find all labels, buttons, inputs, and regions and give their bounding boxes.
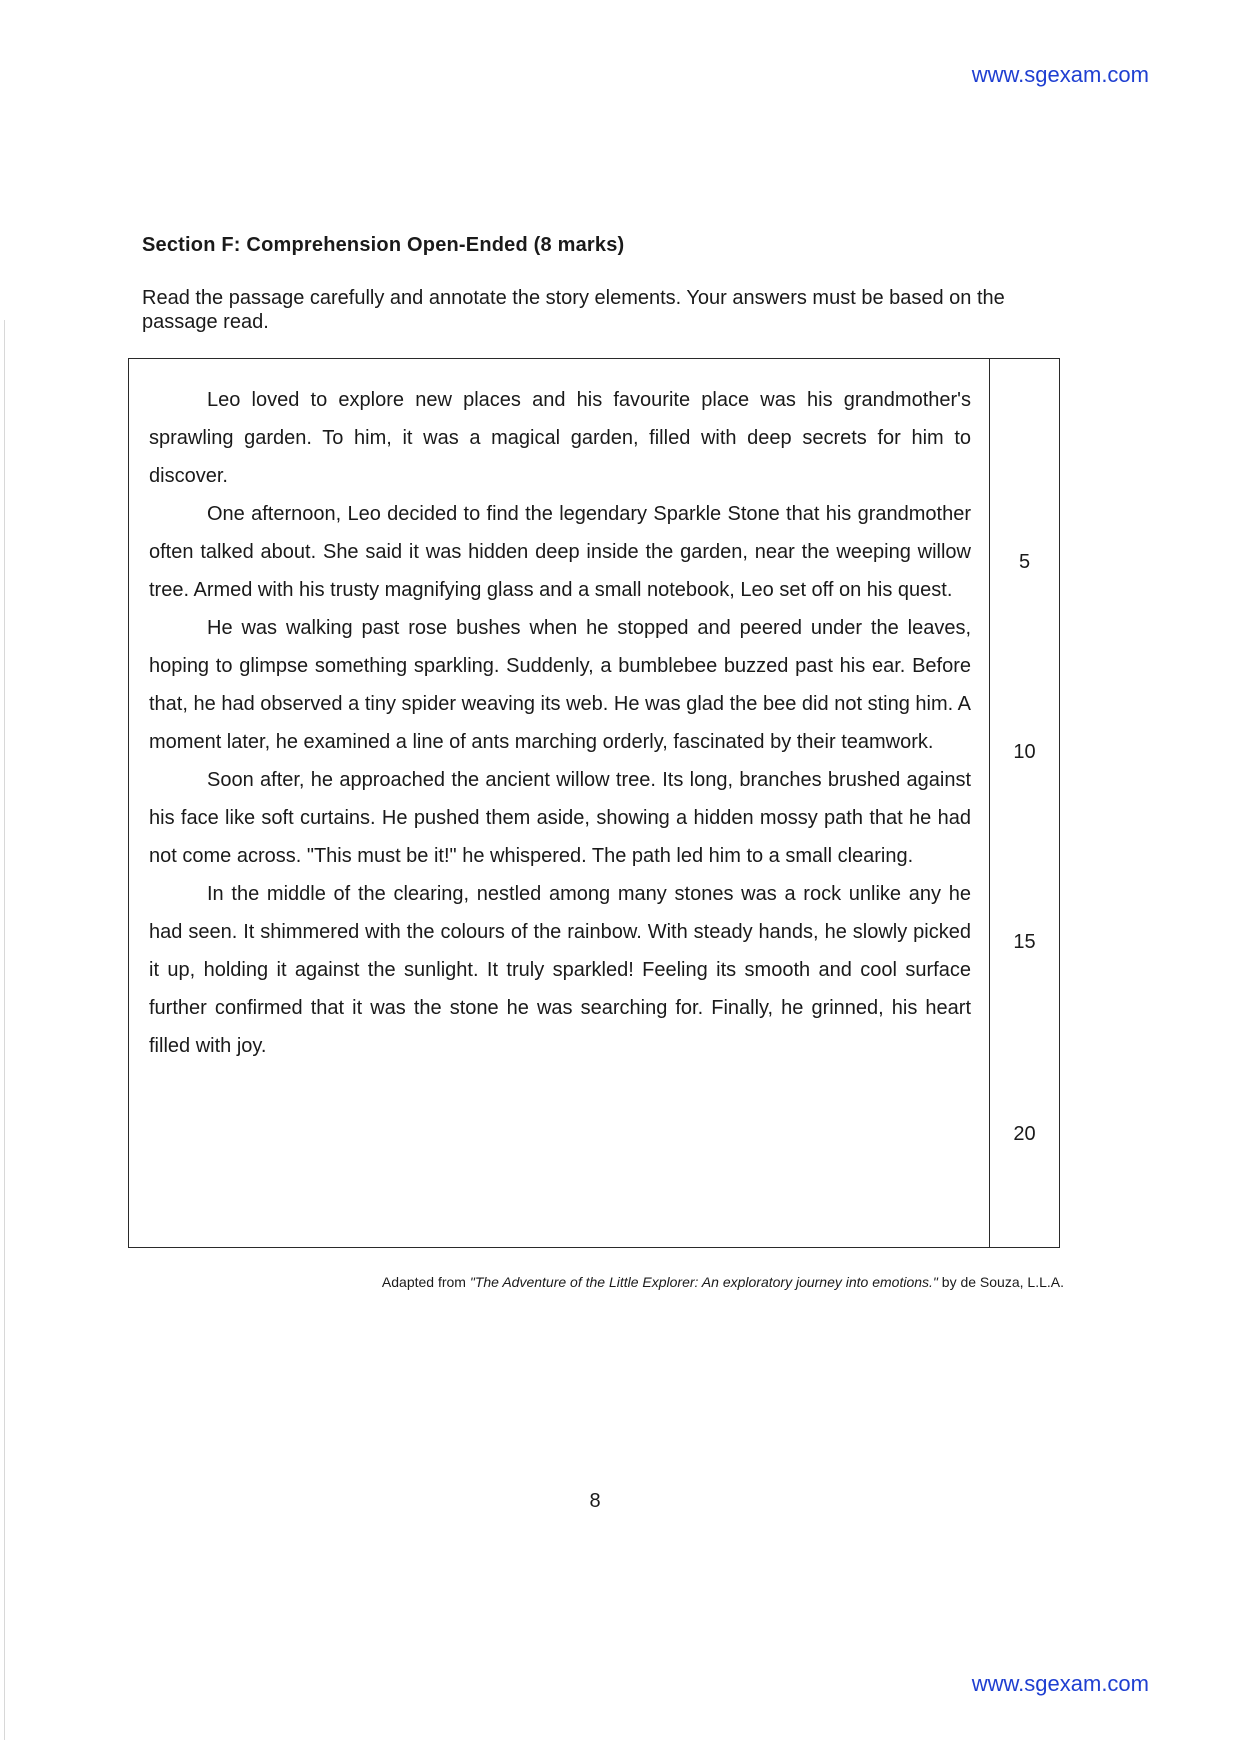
page-number: 8 bbox=[589, 1490, 601, 1512]
scan-margin-line bbox=[4, 320, 5, 1740]
source-prefix: Adapted from bbox=[381, 1274, 470, 1290]
line-number-20: 20 bbox=[1013, 1123, 1036, 1145]
line-number-column bbox=[989, 359, 1059, 1247]
line-number-10: 10 bbox=[1013, 741, 1036, 763]
passage-paragraph-5: In the middle of the clearing, nestled among many stones was a rock unlike any he had seen. It shimmered with the colours of the rainbow. With steady hands, he slowly picked it up, holding it against the sunlight. It truly sparkled! Feeling its smooth and cool surface further confirmed that it was the stone he was searching for. Finally, he grinned, his heart filled with joy. bbox=[149, 883, 971, 1057]
source-title: "The Adventure of the Little Explorer: An exploratory journey into emotions." bbox=[469, 1274, 938, 1290]
header-site-link[interactable]: www.sgexam.com bbox=[971, 62, 1149, 87]
source-suffix: by de Souza, L.L.A. bbox=[937, 1274, 1064, 1290]
passage-text bbox=[149, 381, 971, 1065]
line-number-15: 15 bbox=[1013, 931, 1036, 953]
passage-paragraph-1: Leo loved to explore new places and his favourite place was his grandmother's sprawling garden. To him, it was a magical garden, filled with deep secrets for him to discover. bbox=[149, 389, 971, 487]
source-citation bbox=[382, 1274, 1064, 1290]
footer-site-link[interactable]: www.sgexam.com bbox=[971, 1671, 1149, 1696]
section-instructions: Read the passage carefully and annotate the story elements. Your answers must be based on the passage read. bbox=[142, 287, 1005, 333]
line-number-5: 5 bbox=[1018, 551, 1031, 573]
passage-paragraph-3: He was walking past rose bushes when he stopped and peered under the leaves, hoping to glimpse something sparkling. Suddenly, a bumblebee buzzed past his ear. Before that, he had observed a tiny spider weaving its web. He was glad the bee did not sting him. A moment later, he examined a line of ants marching orderly, fascinated by their teamwork. bbox=[149, 617, 971, 753]
passage-box bbox=[128, 358, 1060, 1248]
section-title: Section F: Comprehension Open-Ended (8 marks) bbox=[142, 234, 625, 256]
passage-paragraph-2: One afternoon, Leo decided to find the legendary Sparkle Stone that his grandmother often talked about. She said it was hidden deep inside the garden, near the weeping willow tree. Armed with his trusty magnifying glass and a small notebook, Leo set off on his quest. bbox=[149, 503, 971, 601]
passage-paragraph-4: Soon after, he approached the ancient willow tree. Its long, branches brushed against his face like soft curtains. He pushed them aside, showing a hidden mossy path that he had not come across. "This must be it!" he whispered. The path led him to a small clearing. bbox=[149, 769, 971, 867]
